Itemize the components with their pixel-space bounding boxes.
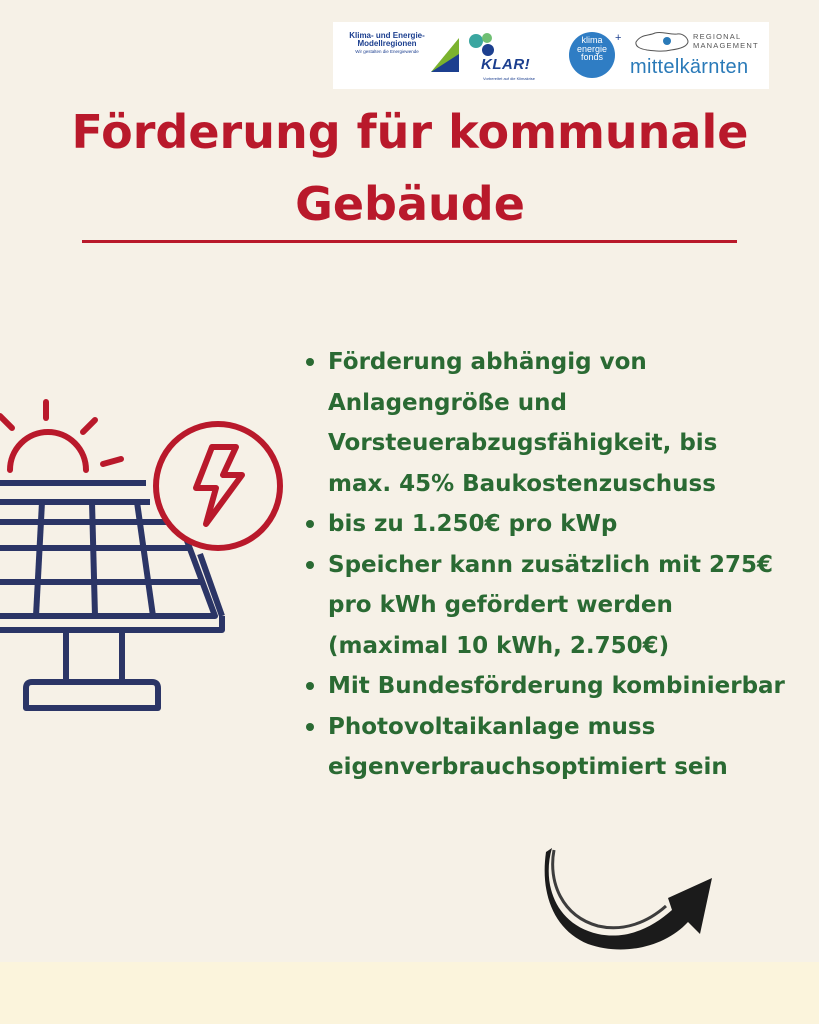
list-item <box>306 504 786 545</box>
klimafonds-logo-text <box>569 36 615 62</box>
regional-management-text <box>693 32 759 51</box>
list-item <box>306 707 786 788</box>
kem-logo-line1: Klima- und Energie- <box>349 31 425 40</box>
kem-logo-tagline: Wir gestalten die Energiewende <box>355 48 419 54</box>
list-item-text: bis zu 1.250€ pro kWp <box>328 511 618 537</box>
solar-panel-icon <box>0 392 290 717</box>
rm-line2: MANAGEMENT <box>693 41 759 51</box>
partner-logo-bar <box>333 22 769 89</box>
kem-logo-mark <box>429 32 465 78</box>
list-item-text: Photovoltaikanlage muss eigenverbrauchsoptimiert sein <box>328 713 728 780</box>
klar-logo-tagline: Vorbereitet auf die Klimakrise <box>483 76 536 81</box>
funding-bullet-list <box>306 342 786 788</box>
klimafonds-line1: klima <box>581 35 603 45</box>
list-item-text: Förderung abhängig von Anlagengröße und Vorsteuerabzugsfähigkeit, bis max. 45% Baukostenzuschuss <box>328 349 718 497</box>
list-item-text: Mit Bundesförderung kombinierbar <box>328 673 785 699</box>
bullet-dot <box>306 723 314 731</box>
list-item <box>306 342 786 504</box>
title-line1: Förderung für kommunale <box>71 105 749 159</box>
klimafonds-line2: energie <box>576 43 608 54</box>
page-title <box>60 96 760 240</box>
kem-logo-text <box>341 32 433 55</box>
klar-logo-name: KLAR! <box>481 56 531 73</box>
sun-icon <box>0 402 121 470</box>
kem-logo-line2: Modellregionen <box>357 39 417 49</box>
title-line2: Gebäude <box>295 177 525 231</box>
list-item <box>306 666 786 707</box>
rm-line1: REGIONAL <box>693 32 742 41</box>
carinthia-map-icon <box>633 30 691 54</box>
list-item-text: Speicher kann zusätzlich mit 275€ pro kWh gefördert werden (maximal 10 kWh, 2.750€) <box>328 551 774 659</box>
klimafonds-line3: fonds <box>580 52 604 63</box>
curved-arrow-icon[interactable] <box>540 842 720 954</box>
lightning-bolt-icon <box>156 424 280 548</box>
klimafonds-plus: + <box>615 32 622 44</box>
bullet-dot <box>306 561 314 569</box>
bullet-dot <box>306 520 314 528</box>
mittelkaernten-logo-name: mittelkärnten <box>630 56 749 78</box>
bullet-dot <box>306 682 314 690</box>
bottom-band <box>0 962 819 1024</box>
list-item <box>306 545 786 667</box>
title-divider <box>82 240 737 243</box>
bullet-dot <box>306 358 314 366</box>
